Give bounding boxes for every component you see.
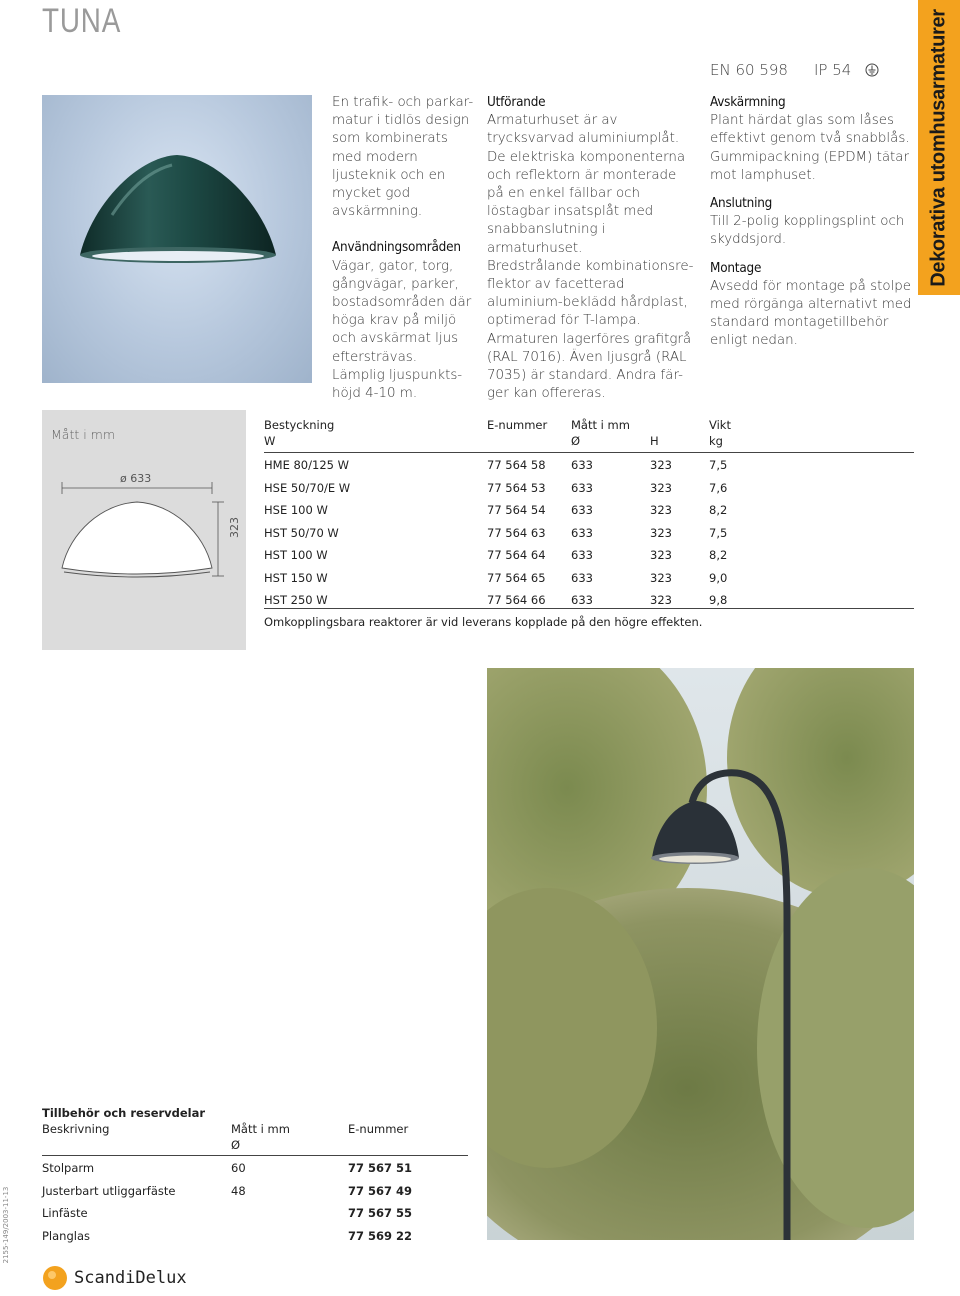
design-column (487, 94, 697, 403)
brand-name: ScandiDelux (74, 1268, 187, 1288)
col-d-header: Ø (571, 434, 581, 448)
usage-text: Vägar, gator, torg, gångvägar, parker, bostadsområden där höga krav på miljö och avskärmat ljus eftersträvas. (332, 258, 472, 365)
page-title: TUNA (42, 2, 122, 40)
table-note: Omkopplingsbara reaktorer är vid leverans kopplade på den högre effekten. (264, 615, 703, 629)
document-code (0, 1170, 12, 1280)
connection-heading: Anslutning (710, 196, 773, 212)
table-cell-d: 633 (571, 570, 593, 585)
table-cell-d: 633 (571, 593, 593, 607)
table-cell-d: 633 (571, 525, 593, 540)
table-cell-h: 323 (650, 525, 672, 540)
table-cell-enr: 77 564 53 (487, 480, 546, 495)
table-cell-kg: 7,5 (709, 525, 728, 540)
table-cell-enr: 77 564 66 (487, 593, 546, 607)
acc-cell-desc: Justerbart utliggarfäste (42, 1183, 176, 1198)
table-cell-equip: HSE 100 W (264, 503, 328, 517)
table-cell-enr: 77 564 54 (487, 503, 546, 517)
intro-text: En trafik- och parkar-matur i tidlös design som kombinerats med modern ljusteknik och en mycket god avskärmning. (332, 95, 474, 220)
product-photo (42, 95, 312, 383)
acc-cell-d: 60 (231, 1161, 246, 1175)
document-code-text: 2155-149/2003-11-13 (2, 1186, 10, 1264)
acc-cell-desc: Planglas (42, 1228, 90, 1243)
col-kg-header: kg (709, 434, 723, 448)
shielding-text: Plant härdat glas som låses effektivt genom två snabblås. Gummipackning (EPDM) tätar mot lamphuset. (710, 113, 910, 183)
table-cell-enr: 77 564 63 (487, 525, 546, 540)
table-cell-enr: 77 564 58 (487, 458, 546, 472)
ip-rating: IP 54 (813, 61, 852, 79)
acc-dims-header: Mått i mm (231, 1122, 290, 1136)
mounting-heading: Montage (710, 260, 762, 276)
acc-cell-d: 48 (231, 1183, 246, 1198)
table-cell-kg: 9,8 (709, 593, 728, 607)
table-cell-d: 633 (571, 458, 593, 472)
brand-logo (42, 1265, 187, 1291)
design-text-1: Armaturhuset är av trycksvarvad aluminiumplåt. De elektriska komponenterna och reflektorn är monterade på en enkel fällbar och löstagbar insatsplåt med snabbanslutning i armaturhuset. (487, 113, 686, 256)
table-cell-kg: 7,6 (709, 480, 728, 495)
acc-d-header: Ø (231, 1138, 241, 1152)
table-cell-h: 323 (650, 480, 672, 495)
usage-heading: Användningsområden (332, 240, 461, 256)
table-cell-h: 323 (650, 570, 672, 585)
acc-desc-header: Beskrivning (42, 1122, 110, 1136)
design-heading: Utförande (487, 95, 546, 110)
table-cell-d: 633 (571, 548, 593, 562)
spec-line (710, 61, 879, 79)
table-cell-kg: 9,0 (709, 570, 728, 585)
connection-text: Till 2-polig kopplingsplint och skyddsjord. (710, 214, 905, 248)
acc-enr-header: E-nummer (348, 1122, 409, 1136)
mounting-text: Avsedd för montage på stolpe med rörgänga alternativt med standard montagetillbehör enligt nedan. (710, 278, 912, 349)
table-cell-equip: HST 50/70 W (264, 525, 339, 540)
table-cell-equip: HSE 50/70/E W (264, 480, 351, 495)
table-cell-kg: 8,2 (709, 548, 728, 562)
col-weight-header: Vikt (709, 418, 731, 432)
earth-icon (865, 63, 879, 77)
table-cell-equip: HME 80/125 W (264, 458, 349, 472)
acc-cell-desc: Stolparm (42, 1161, 95, 1175)
col-equip-header: Bestyckning (264, 418, 335, 432)
table-cell-h: 323 (650, 503, 672, 517)
table-cell-kg: 8,2 (709, 503, 728, 517)
table-cell-equip: HST 150 W (264, 570, 328, 585)
acc-cell-enr: 77 567 49 (348, 1183, 413, 1198)
table-footer-rule (264, 608, 914, 609)
acc-cell-enr: 77 569 22 (348, 1228, 413, 1243)
design-text-3: Armaturen lagerföres grafitgrå (RAL 7016). Även ljusgrå (RAL 7035) är standard. Andra fär-ger kan offereras. (487, 331, 692, 402)
design-text-2: Bredstrålande kombinationsre-flektor av facetterad aluminium-beklädd hårdplast, optimerad för T-lampa. (487, 258, 694, 329)
table-cell-equip: HST 250 W (264, 593, 328, 607)
diameter-label: ø 633 (120, 472, 152, 485)
shielding-heading: Avskärmning (710, 95, 786, 110)
acc-cell-enr: 77 567 51 (348, 1161, 413, 1175)
brand-mark-icon (42, 1265, 68, 1291)
table-cell-equip: HST 100 W (264, 548, 328, 562)
table-cell-d: 633 (571, 480, 593, 495)
height-label: 323 (228, 517, 241, 538)
category-tab (918, 0, 960, 295)
dimension-drawing (42, 410, 246, 650)
table-cell-d: 633 (571, 503, 593, 517)
table-cell-kg: 7,5 (709, 458, 728, 472)
table-cell-h: 323 (650, 458, 672, 472)
col-w-header: W (264, 434, 276, 448)
table-header-rule (264, 452, 914, 453)
col-enr-header: E-nummer (487, 418, 548, 432)
accessories-rule (42, 1155, 468, 1156)
installation-photo (487, 668, 914, 1240)
table-cell-enr: 77 564 65 (487, 570, 546, 585)
height-text: Lämplig ljuspunkts-höjd 4-10 m. (332, 367, 463, 402)
table-cell-h: 323 (650, 548, 672, 562)
accessories-title: Tillbehör och reservdelar (42, 1106, 206, 1120)
standard-label: EN 60 598 (710, 61, 788, 79)
shielding-column (710, 94, 920, 351)
acc-cell-desc: Linfäste (42, 1206, 88, 1220)
table-cell-h: 323 (650, 593, 672, 607)
table-cell-enr: 77 564 64 (487, 548, 546, 562)
dimension-label: Mått i mm (51, 427, 116, 442)
col-h-header: H (650, 434, 659, 448)
intro-column (332, 94, 477, 403)
acc-cell-enr: 77 567 55 (348, 1206, 413, 1220)
category-label: Dekorativa utomhusarmaturer (927, 8, 950, 287)
col-dims-header: Mått i mm (571, 418, 630, 432)
